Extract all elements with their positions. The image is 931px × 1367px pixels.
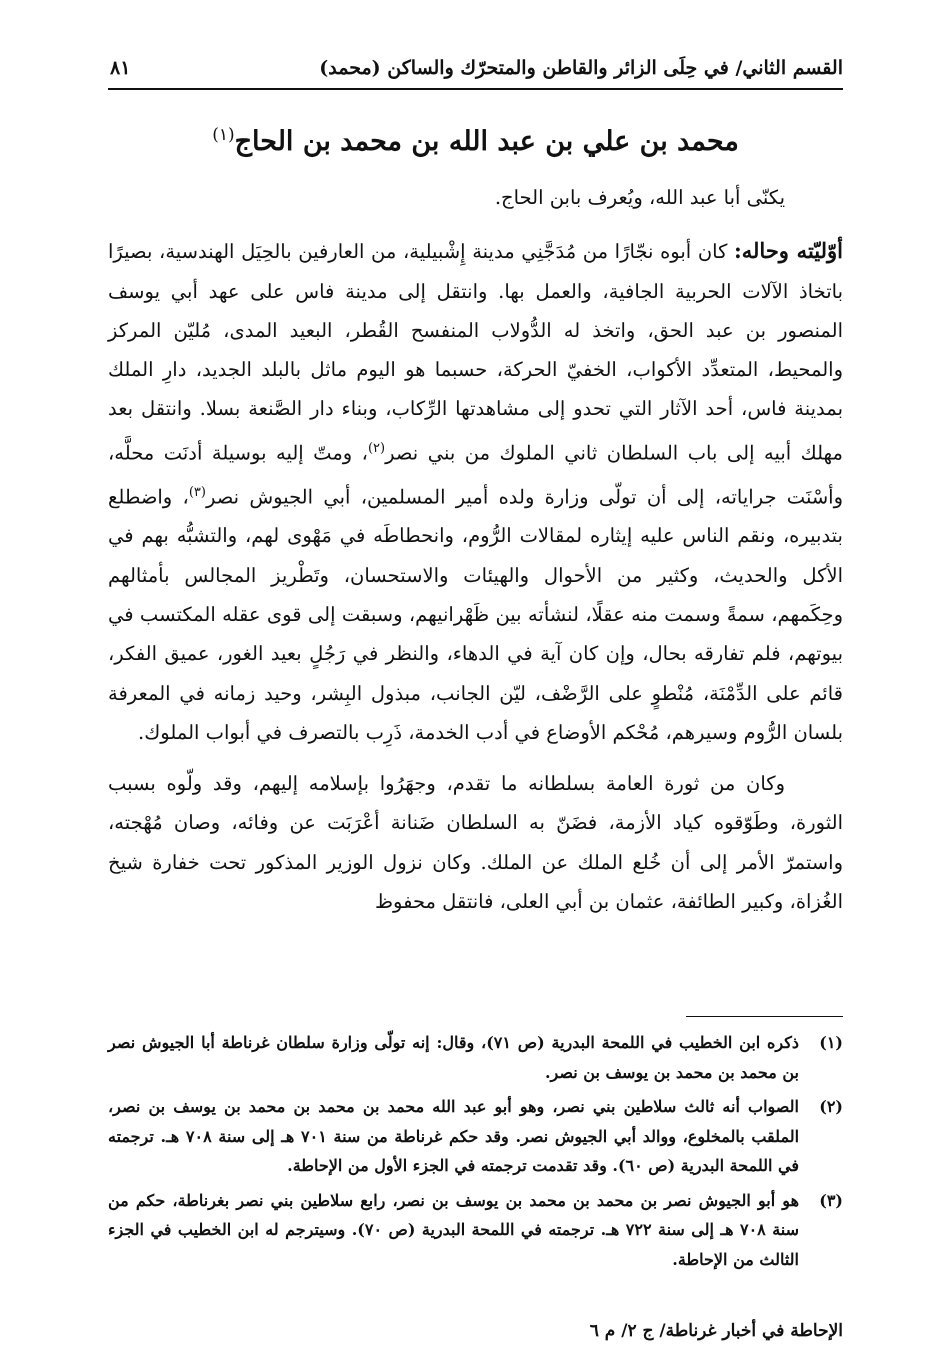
running-head [108, 48, 843, 90]
footnote-text: الصواب أنه ثالث سلاطين بني نصر، وهو أبو عبد الله محمد بن محمد بن محمد بن يوسف بن نصر، الملقب بالمخلوع، ووالد أبي الجيوش نصر. وقد حكم غرناطة من سنة ٧٠١ هـ إلى سنة ٧٠٨ هـ. ترجمته في اللمحة البدرية (ص ٦٠). وقد تقدمت ترجمته في الجزء الأول من الإحاطة. [108, 1097, 800, 1175]
footnote-ref-1: (١) [212, 125, 235, 145]
paragraph-origins-part-a: كان أبوه نجّارًا من مُدَجَّنِي مدينة إِشْبيلية، من العارفين بالحِيَل الهندسية، بصيرًا باتخاذ الآلات الحربية الجافية، والعمل بها. وانتقل إلى مدينة فاس على عهد أبي يوسف المنصور بن عبد الحق، واتخذ له الدُّولاب المنفسح القُطر، البعيد المدى، مُليّن المركز والمحيط، المتعدِّد الأكواب، الخفيّ الحركة، حسبما هو اليوم ماثل بالبلد الجديد، دارِ الملك بمدينة فاس، أحد الآثار التي تحدو إلى مشاهدتها الرِّكاب، وبناء دار الصَّنعة بسلا. وانتقل بعد مهلك أبيه إلى باب السلطان ثاني الملوك من بني نصر [108, 240, 843, 465]
running-head-title: القسم الثاني/ في حِلَى الزائر والقاطن والمتحرّك والساكن (محمد) [319, 57, 843, 79]
footnote-text: هو أبو الجيوش نصر بن محمد بن محمد بن يوسف بن نصر، رابع سلاطين بني نصر بغرناطة، حكم من سنة ٧٠٨ هـ إلى سنة ٧٢٢ هـ. ترجمته في اللمحة البدرية (ص ٧٠). وسيترجم له ابن الخطيب في الجزء الثالث من الإحاطة. [108, 1190, 800, 1269]
kunya-line: يكنّى أبا عبد الله، ويُعرف بابن الحاج. [494, 186, 785, 209]
paragraph-origins-part-c: ، واضطلع بتدبيره، ونقم الناس عليه إيثاره لمقالات الرُّوم، وانحطاطَه في مَهْوى لهم، والتشبُّه بهم في الأكل والحديث، وكثير من الأحوال والهيئات والاستحسان، وتَطْريز المجالس بأمثالهم وحِكَمهم، سمةً وسمت منه عقلًا، لنشأته بين ظَهْرانيهم، وسبقت إلى قوى عقله المكتسب في بيوتهم، فلم تفارقه بحال، وإن كان آية في الدهاء، والنظر في رَجُلٍ بعيد الغور، عميق الفكر، قائم على الدِّمْنَة، مُنْطوٍ على الرَّضْف، ليّن الجانب، مبذول البِشر، وحيد زمانه في المعرفة بلسان الرُّوم وسيرهم، مُحْكم الأوضاع في أدب الخدمة، ذَرِب بالتصرف في أبواب الملوك. [108, 485, 843, 744]
footnote-ref-2: (٢) [367, 440, 386, 456]
footnote-number: (١) [819, 1033, 843, 1052]
biography-name: محمد بن علي بن عبد الله بن محمد بن الحاج [234, 126, 739, 157]
footnote-separator [686, 1016, 843, 1017]
footnote-number: (٢) [819, 1097, 843, 1116]
footnotes [108, 1028, 843, 1279]
footnote [108, 1186, 843, 1275]
footnote-ref-3: (٣) [188, 484, 206, 500]
footnote-number: (٣) [819, 1190, 843, 1210]
paragraph-origins-part-b: ، ومتّ إليه بوسيلة أدنَت محلَّه، وأسْنَت جراياته، إلى أن تولّى وزارة ولده أمير المسلمين، أبي الجيوش نصر [108, 441, 844, 509]
body-text [108, 178, 843, 921]
section-label: أوّليّته وحاله: [734, 238, 843, 264]
book-signature: الإحاطة في أخبار غرناطة/ ج ٢/ م ٦ [589, 1321, 843, 1341]
biography-title [108, 110, 843, 167]
page-number: ٨١ [110, 57, 131, 79]
footnote [108, 1092, 843, 1181]
footnote [108, 1028, 843, 1087]
footnote-text: ذكره ابن الخطيب في اللمحة البدرية (ص ٧١)، وقال: إنه تولّى وزارة سلطان غرناطة أبا الجيوش نصر بن محمد بن محمد بن يوسف بن نصر. [108, 1033, 800, 1082]
paragraph-origins [108, 231, 843, 752]
paragraph-revolt: وكان من ثورة العامة بسلطانه ما تقدم، وجهَرُوا بإسلامه إليهم، وقد ولّوه بسبب الثورة، وطَوّقوه كياد الأزمة، فضَنّ به السلطان ضَنانة أعْرَبَت عن وفائه، وصان مُهْجته، واستمرّ الأمر إلى أن خُلع الملك عن الملك. وكان نزول الوزير المذكور تحت خفارة شيخ الغُزاة، وكبير الطائفة، عثمان بن أبي العلى، فانتقل محفوظ [108, 772, 843, 914]
